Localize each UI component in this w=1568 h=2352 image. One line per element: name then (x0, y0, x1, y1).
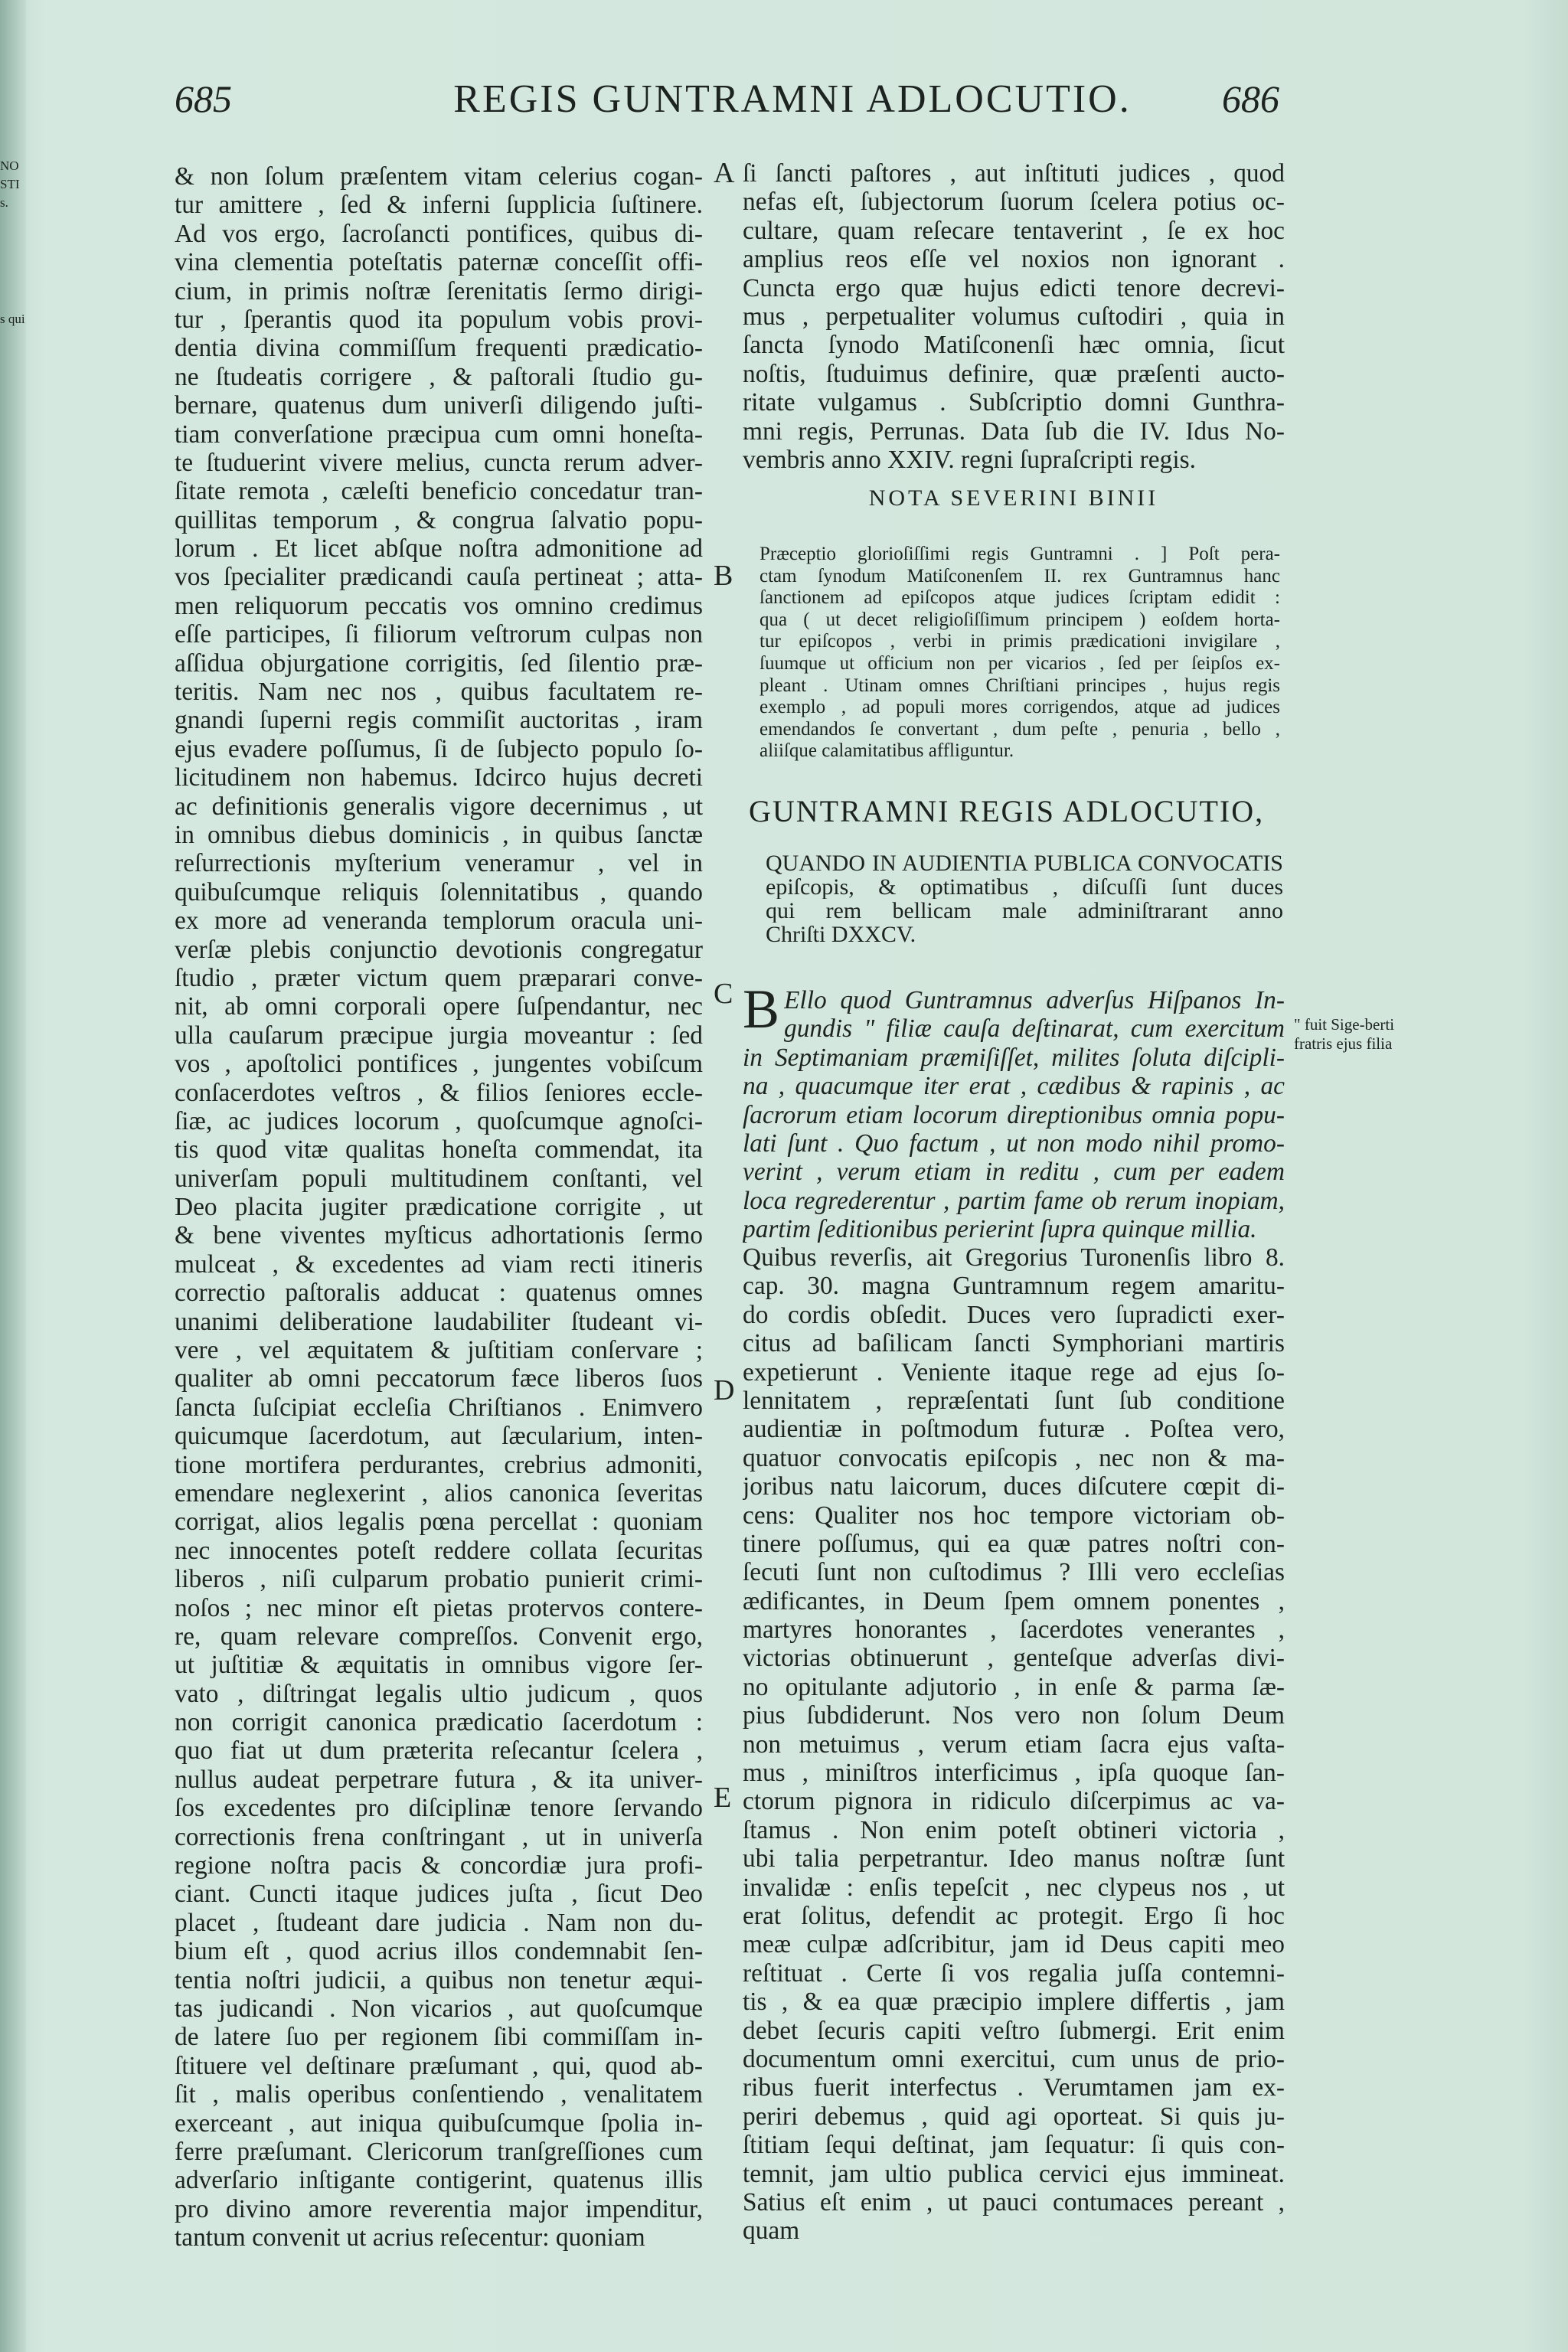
text-line: reſtituat . Certe ſi vos regalia juſſa contemni- (743, 1958, 1285, 1988)
text-line: lorum . Et licet abſque noſtra admonitione ad (175, 534, 703, 564)
text-line: Ad vos ergo, ſacroſancti pontifices, quibus di- (175, 219, 703, 248)
text-line: nullus audeat perpetrare futura , & ita univer- (175, 1765, 703, 1794)
text-line: ferre præſumant. Clericorum tranſgreſſiones cum (175, 2137, 703, 2166)
section-title: GUNTRAMNI REGIS ADLOCUTIO, (749, 794, 1265, 828)
text-line: Satius eſt enim , ut pauci contumaces pereant , (743, 2187, 1285, 2216)
text-line: bium eſt , quod acrius illos condemnabit ſen- (175, 1937, 703, 1966)
page-fold-shadow (0, 0, 26, 2352)
text-line: do cordis obſedit. Duces vero ſupradicti exer- (743, 1300, 1285, 1329)
margin-fragment: s qui (0, 312, 25, 326)
text-line: invalidæ : enſis tepeſcit , nec clypeus nos , ut (743, 1873, 1285, 1902)
section-letter-d: D (714, 1374, 735, 1406)
note-line: tur epiſcopos , verbi in primis prædicationi invigilare , (760, 631, 1280, 652)
note-line: ſuumque ut officium non per vicarios , ſed per ſeipſos ex- (760, 652, 1280, 674)
italic-line: na , quacumque iter erat , cædibus & rapinis , ac (743, 1072, 1285, 1101)
text-line: men reliquorum peccatis vos omnino credimus (175, 591, 703, 620)
text-line: lennitatem , repræſentati ſunt ſub conditione (743, 1386, 1285, 1415)
margin-fragment: s. (0, 195, 8, 210)
text-line: tis , & ea quæ præcipio implere differtis , jam (743, 1988, 1285, 2017)
text-line: noſtis, ſtuduimus definire, quæ præſenti aucto- (743, 359, 1285, 388)
text-line: te ſtuduerint vivere melius, cuncta rerum adver- (175, 448, 703, 477)
right-column-top-text (743, 159, 1285, 474)
text-line: bernare, quatenus dum univerſi diligendo juſti- (175, 391, 703, 420)
text-line: correctionis frena conſtringant , ut in univerſa (175, 1822, 703, 1851)
text-line: ne ſtudeatis corrigere , & paſtorali ſtudio gu- (175, 362, 703, 391)
text-line: quillitas temporum , & congrua ſalvatio popu- (175, 505, 703, 534)
note-line: qua ( ut decet religioſiſſimum principem ) eoſdem horta- (760, 609, 1280, 630)
text-line: ſecuti ſunt non cuſtodimus ? Illi vero eccleſias (743, 1558, 1285, 1587)
left-column-text (175, 162, 703, 2252)
italic-line: loca regrederentur , partim fame ob rerum inopiam, (743, 1186, 1285, 1215)
text-line: vina clementia poteſtatis paternæ conceſſit offi- (175, 248, 703, 277)
italic-line: gundis " filiæ cauſa deſtinarat, cum exercitum (784, 1014, 1285, 1044)
text-line: licitudinem non habemus. Idcirco hujus decreti (175, 763, 703, 792)
text-line: ribus fuerit interfectus . Verumtamen jam ex- (743, 2073, 1285, 2102)
text-line: Quibus reverſis, ait Gregorius Turonenſis libro 8. (743, 1243, 1285, 1272)
text-line: quam (743, 2216, 800, 2246)
section-subtitle (766, 851, 1283, 946)
text-line: ſancta ſuſcipiat eccleſia Chriſtianos . Enimvero (175, 1393, 703, 1422)
text-line: regione noſtra pacis & concordiæ jura profi- (175, 1851, 703, 1880)
subtitle-line: qui rem bellicam male adminiſtrarant anno (766, 899, 1283, 923)
text-line: nit, ab omni corporali opere ſuſpendantur, nec (175, 992, 703, 1021)
text-line: ulla cauſarum præcipue jurgia moveantur : ſed (175, 1021, 703, 1050)
text-line: ejus evadere poſſumus, ſi de ſubjecto populo ſo- (175, 734, 703, 763)
text-line: pius ſubdiderunt. Nos vero non ſolum Deum (743, 1701, 1285, 1730)
text-line: placet , ſtudeant dare judicia . Nam non du- (175, 1908, 703, 1937)
text-line: aſſidua objurgatione corrigitis, ſed ſilentio præ- (175, 648, 703, 678)
text-line: amplius reos eſſe vel noxios non ignorant . (743, 245, 1285, 274)
page-number-left: 685 (175, 77, 232, 120)
text-line: dentia divina commiſſum frequenti prædicatio- (175, 334, 703, 363)
text-line: vos , apoſtolici pontifices , jungentes vobiſcum (175, 1050, 703, 1079)
italic-line: ſacrorum etiam locorum direptionibus omnia popu- (743, 1100, 1285, 1129)
text-line: nefas eſt, ſubjectorum ſuorum ſcelera potius oc- (743, 188, 1285, 217)
text-line: liberos , niſi culparum probatio punierit crimi- (175, 1565, 703, 1594)
text-line: ciant. Cuncti itaque judices juſta , ſicut Deo (175, 1880, 703, 1909)
text-line: emendare neglexerint , alios canonica ſeveritas (175, 1478, 703, 1508)
note-line: pleant . Utinam omnes Chriſtiani principes , hujus regis (760, 675, 1280, 696)
text-line: tas judicandi . Non vicarios , aut quoſcumque (175, 1994, 703, 2023)
text-line: ſtamus . Non enim poteſt obtineri victoria , (743, 1815, 1285, 1844)
text-line: tentia noſtri judicii, a quibus non tenetur æqui- (175, 1965, 703, 1994)
text-line: reſurrectionis myſterium veneramur , vel in (175, 849, 703, 878)
text-line: univerſam populi multitudinem conſtanti, vel (175, 1164, 703, 1193)
text-line: tiam converſatione præcipua cum omni honeſta- (175, 420, 703, 449)
margin-fragment: STI (0, 177, 20, 191)
text-line: ctorum pignora in ridiculo diſcerpimus ac va- (743, 1787, 1285, 1816)
text-line: cultare, quam reſecare tentaverint , ſe ex hoc (743, 216, 1285, 245)
text-line: ædificantes, in Deum ſpem omnem ponentes , (743, 1586, 1285, 1615)
italic-line: in Septimaniam præmiſiſſet, milites ſoluta diſcipli- (743, 1043, 1285, 1072)
text-line: pro divino amore reverentia major impenditur, (175, 2194, 703, 2223)
text-line: tantum convenit ut acrius reſecentur: quoniam (175, 2223, 645, 2252)
italic-line: verint , verum etiam in reditu , cum per eadem (743, 1158, 1285, 1187)
text-line: vato , diſtringat legalis ultio judicum , quos (175, 1679, 703, 1708)
text-line: quatuor convocatis epiſcopis , nec non & ma- (743, 1443, 1285, 1472)
text-line: ſancta ſynodo Matiſconenſi hæc omnia, ſicut (743, 331, 1285, 360)
text-line: ex more ad veneranda templorum oracula uni- (175, 906, 703, 936)
text-line: quo fiat ut dum præterita reſecantur ſcelera , (175, 1736, 703, 1766)
text-line: & bene viventes myſticus adhortationis ſermo (175, 1221, 703, 1250)
text-line: joribus natu laicorum, duces diſcutere cœpit di- (743, 1472, 1285, 1501)
section-letter-b: B (714, 560, 733, 592)
note-line: Præceptio glorioſiſſimi regis Guntramni . ] Poſt pera- (760, 544, 1280, 564)
text-line: re, quam relevare compreſſos. Convenit ergo, (175, 1622, 703, 1651)
text-line: victorias obtinuerunt , genteſque adverſas divi- (743, 1644, 1285, 1673)
subtitle-line: QUANDO IN AUDIENTIA PUBLICA CONVOCATIS (766, 851, 1283, 875)
text-line: unanimi deliberatione laudabiliter ſtudeant vi- (175, 1307, 703, 1336)
text-line: ſtituere vel deſtinare præſumant , qui, quod ab- (175, 2051, 703, 2080)
section-letter-c: C (714, 978, 733, 1010)
italic-line: lati ſunt . Quo factum , ut non modo nihil promo- (743, 1129, 1285, 1158)
text-line: nec innocentes poteſt reddere collata ſecuritas (175, 1536, 703, 1565)
text-line: erat ſolitus, defendit ac protegit. Ergo ſi hoc (743, 1901, 1285, 1930)
text-line: tione mortifera perdurantes, crebrius admoniti, (175, 1450, 703, 1479)
text-line: Deo placita jugiter prædicatione corrigite , ut (175, 1193, 703, 1222)
text-line: martyres honorantes , ſacerdotes venerantes , (743, 1615, 1285, 1645)
text-line: cens: Qualiter nos hoc tempore victoriam ob- (743, 1501, 1285, 1530)
note-line: ſanctionem ad epiſcopos atque judices ſcriptam edidit : (760, 587, 1280, 609)
subtitle-line: Chriſti DXXCV. (766, 923, 916, 946)
text-line: Cuncta ergo quæ hujus edicti tenore decrevi- (743, 273, 1285, 302)
text-line: ut juſtitiæ & æquitatis in omnibus vigore ſer- (175, 1651, 703, 1680)
text-line: ſiæ, ac judices locorum , quoſcumque agnoſci- (175, 1106, 703, 1135)
text-line: quicumque ſacerdotum, aut ſæcularium, inten- (175, 1422, 703, 1451)
note-line: aliiſque calamitatibus affliguntur. (760, 740, 1014, 762)
text-line: ſit , malis operibus conſentiendo , venalitatem (175, 2080, 703, 2109)
text-line: cium, in primis noſtræ ſerenitatis ſermo dirigi- (175, 276, 703, 305)
text-line: periri debemus , quid agi oporteat. Si quis ju- (743, 2102, 1285, 2131)
left-margin-fragments-lower (0, 310, 44, 328)
note-body (760, 544, 1280, 763)
text-line: conſacerdotes veſtros , & filios ſeniores eccle- (175, 1078, 703, 1107)
text-line: tinere poſſumus, qui ea quæ patres noſtri con- (743, 1529, 1285, 1558)
text-line: & non ſolum præſentem vitam celerius cogan- (175, 162, 703, 191)
text-line: meæ culpæ adſcribitur, jam id Deus capiti meo (743, 1930, 1285, 1959)
left-margin-fragments (0, 157, 44, 212)
text-line: noſos ; nec minor eſt pietas protervos contere- (175, 1593, 703, 1622)
text-line: adverſario inſtigante contigerint, quatenus illis (175, 2166, 703, 2195)
text-line: tur , ſperantis quod ita populum vobis provi- (175, 305, 703, 334)
note-line: exemplo , ad populi mores corrigendos, atque ad judices (760, 697, 1280, 718)
text-line: non corrigit canonica prædicatio ſacerdotum : (175, 1708, 703, 1737)
running-header-title: REGIS GUNTRAMNI ADLOCUTIO. (453, 77, 1132, 121)
text-line: mulceat , & excedentes ad viam recti itineris (175, 1250, 703, 1279)
text-line: ubi talia perpetrantur. Ideo manus noſtræ ſunt (743, 1844, 1285, 1873)
text-line: audientiæ in poſtmodum futuræ . Poſtea vero, (743, 1415, 1285, 1444)
margin-fragment: NO (0, 158, 19, 173)
text-line: non metuimus , verum etiam ſacra ejus vaſta- (743, 1730, 1285, 1759)
text-line: mni regis, Perrunas. Data ſub die IV. Idus No- (743, 416, 1285, 446)
text-line: corrigat, alios legalis pœna percellat : quoniam (175, 1508, 703, 1537)
text-line: ac definitionis generalis vigore decernimus , ut (175, 792, 703, 821)
text-line: de latere ſuo per regionem ſibi commiſſam in- (175, 2023, 703, 2052)
text-line: expetierunt . Veniente itaque rege ad ejus ſo- (743, 1357, 1285, 1387)
text-line: vembris anno XXIV. regni ſupraſcripti regis. (743, 445, 1196, 474)
text-line: tur amittere , ſed & inferni ſupplicia ſuſtinere. (175, 191, 703, 220)
note-line: ctam ſynodum Matiſconenſem II. rex Guntramnus hanc (760, 565, 1280, 586)
text-line: ſi ſancti paſtores , aut inſtituti judices , quod (743, 159, 1285, 188)
text-line: correctio paſtoralis adducat : quatenus omnes (175, 1279, 703, 1308)
section-letter-e: E (714, 1782, 732, 1814)
text-line: ritate vulgamus . Subſcriptio domni Gunthra- (743, 388, 1285, 417)
side-note: " fuit Sige-berti fratris ejus filia (1294, 1015, 1395, 1053)
text-line: cap. 30. magna Guntramnum regem amaritu- (743, 1272, 1285, 1301)
text-line: debet ſecuris capiti veſtro ſubmergi. Erit enim (743, 2016, 1285, 2045)
text-line: qualiter ab omni peccatorum fæce liberos ſuos (175, 1364, 703, 1393)
text-line: ſitate remota , cæleſti beneficio concedatur tran- (175, 477, 703, 506)
text-line: vere , vel æquitatem & juſtitiam conſervare ; (175, 1336, 703, 1365)
text-line: temnit, jam ultio publica cervici ejus immineat. (743, 2159, 1285, 2188)
text-line: teritis. Nam nec nos , quibus facultatem re- (175, 678, 703, 707)
text-line: exerceant , aut iniqua quibuſcumque ſpolia in- (175, 2109, 703, 2138)
subtitle-line: epiſcopis, & optimatibus , diſcuſſi ſunt duces (766, 875, 1283, 899)
text-line: in omnibus diebus dominicis , in quibus ſanctæ (175, 820, 703, 849)
text-line: eſſe participes, ſi filiorum veſtrorum culpas non (175, 620, 703, 649)
text-line: quibuſcumque reliquis ſolennitatibus , quando (175, 877, 703, 906)
text-line: citus ad baſilicam ſancti Symphoriani martiris (743, 1329, 1285, 1358)
text-line: mus , perpetualiter volumus cuſtodiri , quia in (743, 302, 1285, 331)
text-line: ſos excedentes pro diſciplinæ tenore ſervando (175, 1794, 703, 1823)
italic-summary (743, 978, 1285, 1244)
text-line: documentum omni exercitui, cum unus de prio- (743, 2044, 1285, 2073)
right-column-bottom-text (743, 1243, 1285, 2246)
drop-cap: B (743, 978, 780, 1040)
text-line: verſæ plebis conjunctio devotionis congregatur (175, 935, 703, 964)
note-line: emendandos ſe convertant , dum peſte , penuria , bello , (760, 718, 1280, 740)
text-line: mus , miniſtros interficimus , ipſa quoque ſan- (743, 1759, 1285, 1788)
note-title: NOTA SEVERINI BINII (868, 485, 1159, 511)
text-line: ſtudio , præter victum quem præparari conve- (175, 963, 703, 992)
page-number-right: 686 (1222, 77, 1279, 120)
text-line: vos ſpecialiter prædicandi cauſa pertineat ; atta- (175, 563, 703, 592)
italic-line: Ello quod Guntramnus adverſus Hiſpanos In- (784, 986, 1285, 1014)
italic-line: partim ſeditionibus perierint ſupra quinque millia. (743, 1215, 1257, 1244)
text-line: tis quod vitæ qualitas honeſta commendat, ita (175, 1135, 703, 1165)
text-line: no opitulante adjutorio , in enſe & parma ſæ- (743, 1672, 1285, 1701)
section-letter-a: A (714, 157, 735, 189)
text-line: ſtitiam ſequi deſtinat, jam ſequatur: ſi quis con- (743, 2131, 1285, 2160)
text-line: gnandi ſuperni regis commiſit auctoritas , iram (175, 706, 703, 735)
